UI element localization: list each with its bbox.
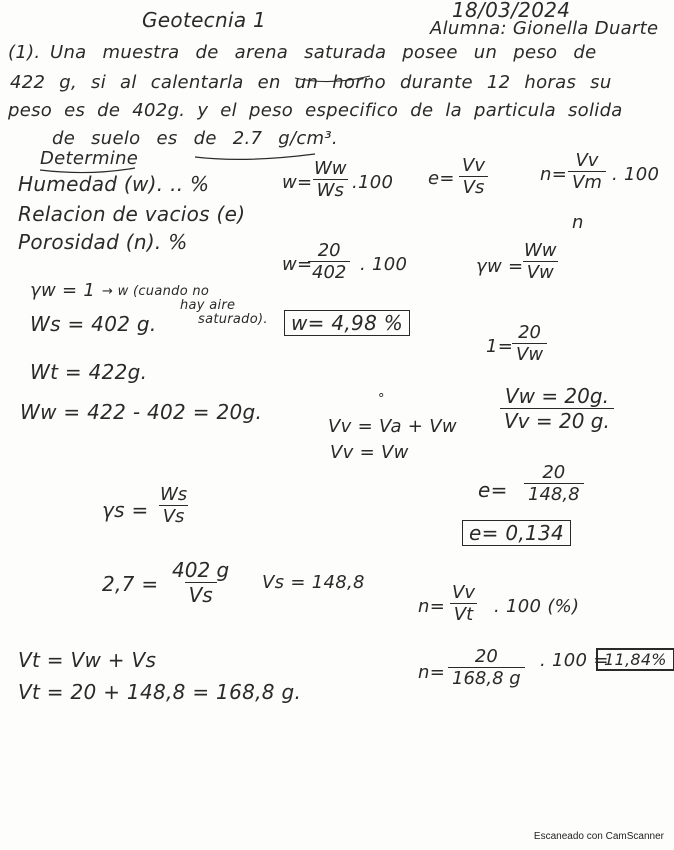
formula-n-fraction xyxy=(568,150,606,193)
given-gamma-w-note-1: → w (cuando no xyxy=(102,284,210,299)
formula-e-den: Vs xyxy=(459,176,489,198)
gamma-w-den-2: Vw xyxy=(512,343,547,365)
given-ws: Ws = 402 g. xyxy=(30,312,157,336)
vs-value: Vs = 148,8 xyxy=(262,572,365,593)
vv-eq-1: Vv = Va + Vw xyxy=(328,416,457,437)
e-calc-num: 20 xyxy=(542,462,566,483)
determine-item-relacion: Relacion de vacios (e) xyxy=(18,202,246,226)
scanner-watermark: Escaneado con CamScanner xyxy=(533,831,664,842)
w-calc-lhs: w= xyxy=(282,254,313,275)
given-gamma-w-note-2: hay aire xyxy=(180,298,236,313)
problem-number: (1). xyxy=(8,42,41,63)
problem-line-2: 422 g, si al calentarla en un horno durante 12 horas su xyxy=(10,72,612,93)
vw-value: Vw = 20g. xyxy=(504,384,609,408)
n-calc-den-2: 168,8 g xyxy=(448,667,525,689)
n-calc-fraction-2 xyxy=(448,646,525,689)
date: 18/03/2024 xyxy=(452,0,571,22)
formula-e-fraction xyxy=(458,155,489,198)
determine-item-humedad: Humedad (w). .. % xyxy=(18,172,210,196)
formula-e-lhs: e= xyxy=(428,168,455,189)
determine-item-porosidad: Porosidad (n). % xyxy=(18,230,188,254)
n-calc-num: Vv xyxy=(452,582,475,603)
formula-n-den: Vm xyxy=(568,171,606,193)
vv-value: Vv = 20 g. xyxy=(500,408,614,433)
gamma-w-den: Vw xyxy=(523,261,558,283)
gamma-w-num: Ww xyxy=(524,240,557,261)
n-calc-den: Vt xyxy=(450,603,477,625)
n-calc-lhs-2: n= xyxy=(418,662,446,683)
n-calc-fraction xyxy=(448,582,479,625)
e-calc-fraction xyxy=(524,462,584,505)
gamma-s-num-2: 402 g xyxy=(172,558,230,582)
vt-eq-2: Vt = 20 + 148,8 = 168,8 g. xyxy=(18,680,302,704)
n-calc-tail: . 100 (%) xyxy=(494,596,580,617)
e-calc-lhs: e= xyxy=(478,478,508,502)
given-ww: Ww = 422 - 402 = 20g. xyxy=(20,400,263,424)
w-calc-tail: . 100 xyxy=(360,254,408,275)
n-calc-lhs: n= xyxy=(418,596,446,617)
page-title: Geotecnia 1 xyxy=(142,8,267,32)
formula-n-num: Vv xyxy=(575,150,599,171)
gamma-s-den-2: Vs xyxy=(185,582,217,607)
w-calc-num: 20 xyxy=(317,240,341,261)
n-calc-tail-2: . 100 = xyxy=(540,650,609,671)
gamma-w-fraction-2 xyxy=(512,322,547,365)
gamma-s-den: Vs xyxy=(159,505,189,527)
gamma-w-fraction xyxy=(520,240,561,283)
gamma-w-lhs-2: 1= xyxy=(486,336,514,357)
formula-n-tail: . 100 xyxy=(612,164,660,185)
w-calc-fraction xyxy=(308,240,350,283)
determine-label: Determine xyxy=(40,148,139,169)
vv-eq-2: Vv = Vw xyxy=(330,442,409,463)
gamma-w-lhs: γw = xyxy=(476,256,524,277)
gamma-s-lhs: γs = xyxy=(102,498,149,522)
formula-n-lhs: n= xyxy=(540,164,568,185)
gamma-s-fraction-2 xyxy=(168,558,233,607)
problem-line-1: Una muestra de arena saturada posee un peso de xyxy=(50,42,597,63)
problem-line-4: de suelo es de 2.7 g/cm³. xyxy=(52,128,338,149)
formula-w-tail: .100 xyxy=(352,172,394,193)
vt-eq-1: Vt = Vw + Vs xyxy=(18,648,157,672)
circle-mark: ° xyxy=(378,392,385,407)
given-wt: Wt = 422g. xyxy=(30,360,148,384)
w-calc-den: 402 xyxy=(308,261,350,283)
gamma-s-lhs-2: 2,7 = xyxy=(102,572,159,596)
e-result-box: e= 0,134 xyxy=(462,520,571,546)
formula-w-den: Ws xyxy=(313,179,348,201)
given-gamma-w: γw = 1 xyxy=(30,280,96,301)
formula-w-num: Ww xyxy=(314,158,347,179)
student-name: Alumna: Gionella Duarte xyxy=(430,18,659,39)
n-result-box: 11,84% xyxy=(596,648,674,671)
given-gamma-w-note-3: saturado). xyxy=(198,312,268,327)
n-calc-num-2: 20 xyxy=(474,646,498,667)
formula-n-extra: n xyxy=(572,212,584,233)
vw-vv-fraction xyxy=(500,384,614,433)
problem-line-3: peso es de 402g. y el peso especifico de la particula solida xyxy=(8,100,623,121)
formula-e-num: Vv xyxy=(462,155,485,176)
formula-w-lhs: w= xyxy=(282,172,313,193)
w-result-box: w= 4,98 % xyxy=(284,310,410,336)
e-calc-den: 148,8 xyxy=(524,483,584,505)
gamma-s-num: Ws xyxy=(160,484,188,505)
formula-w-fraction xyxy=(310,158,351,201)
gamma-w-num-2: 20 xyxy=(518,322,541,343)
gamma-s-fraction xyxy=(156,484,191,527)
